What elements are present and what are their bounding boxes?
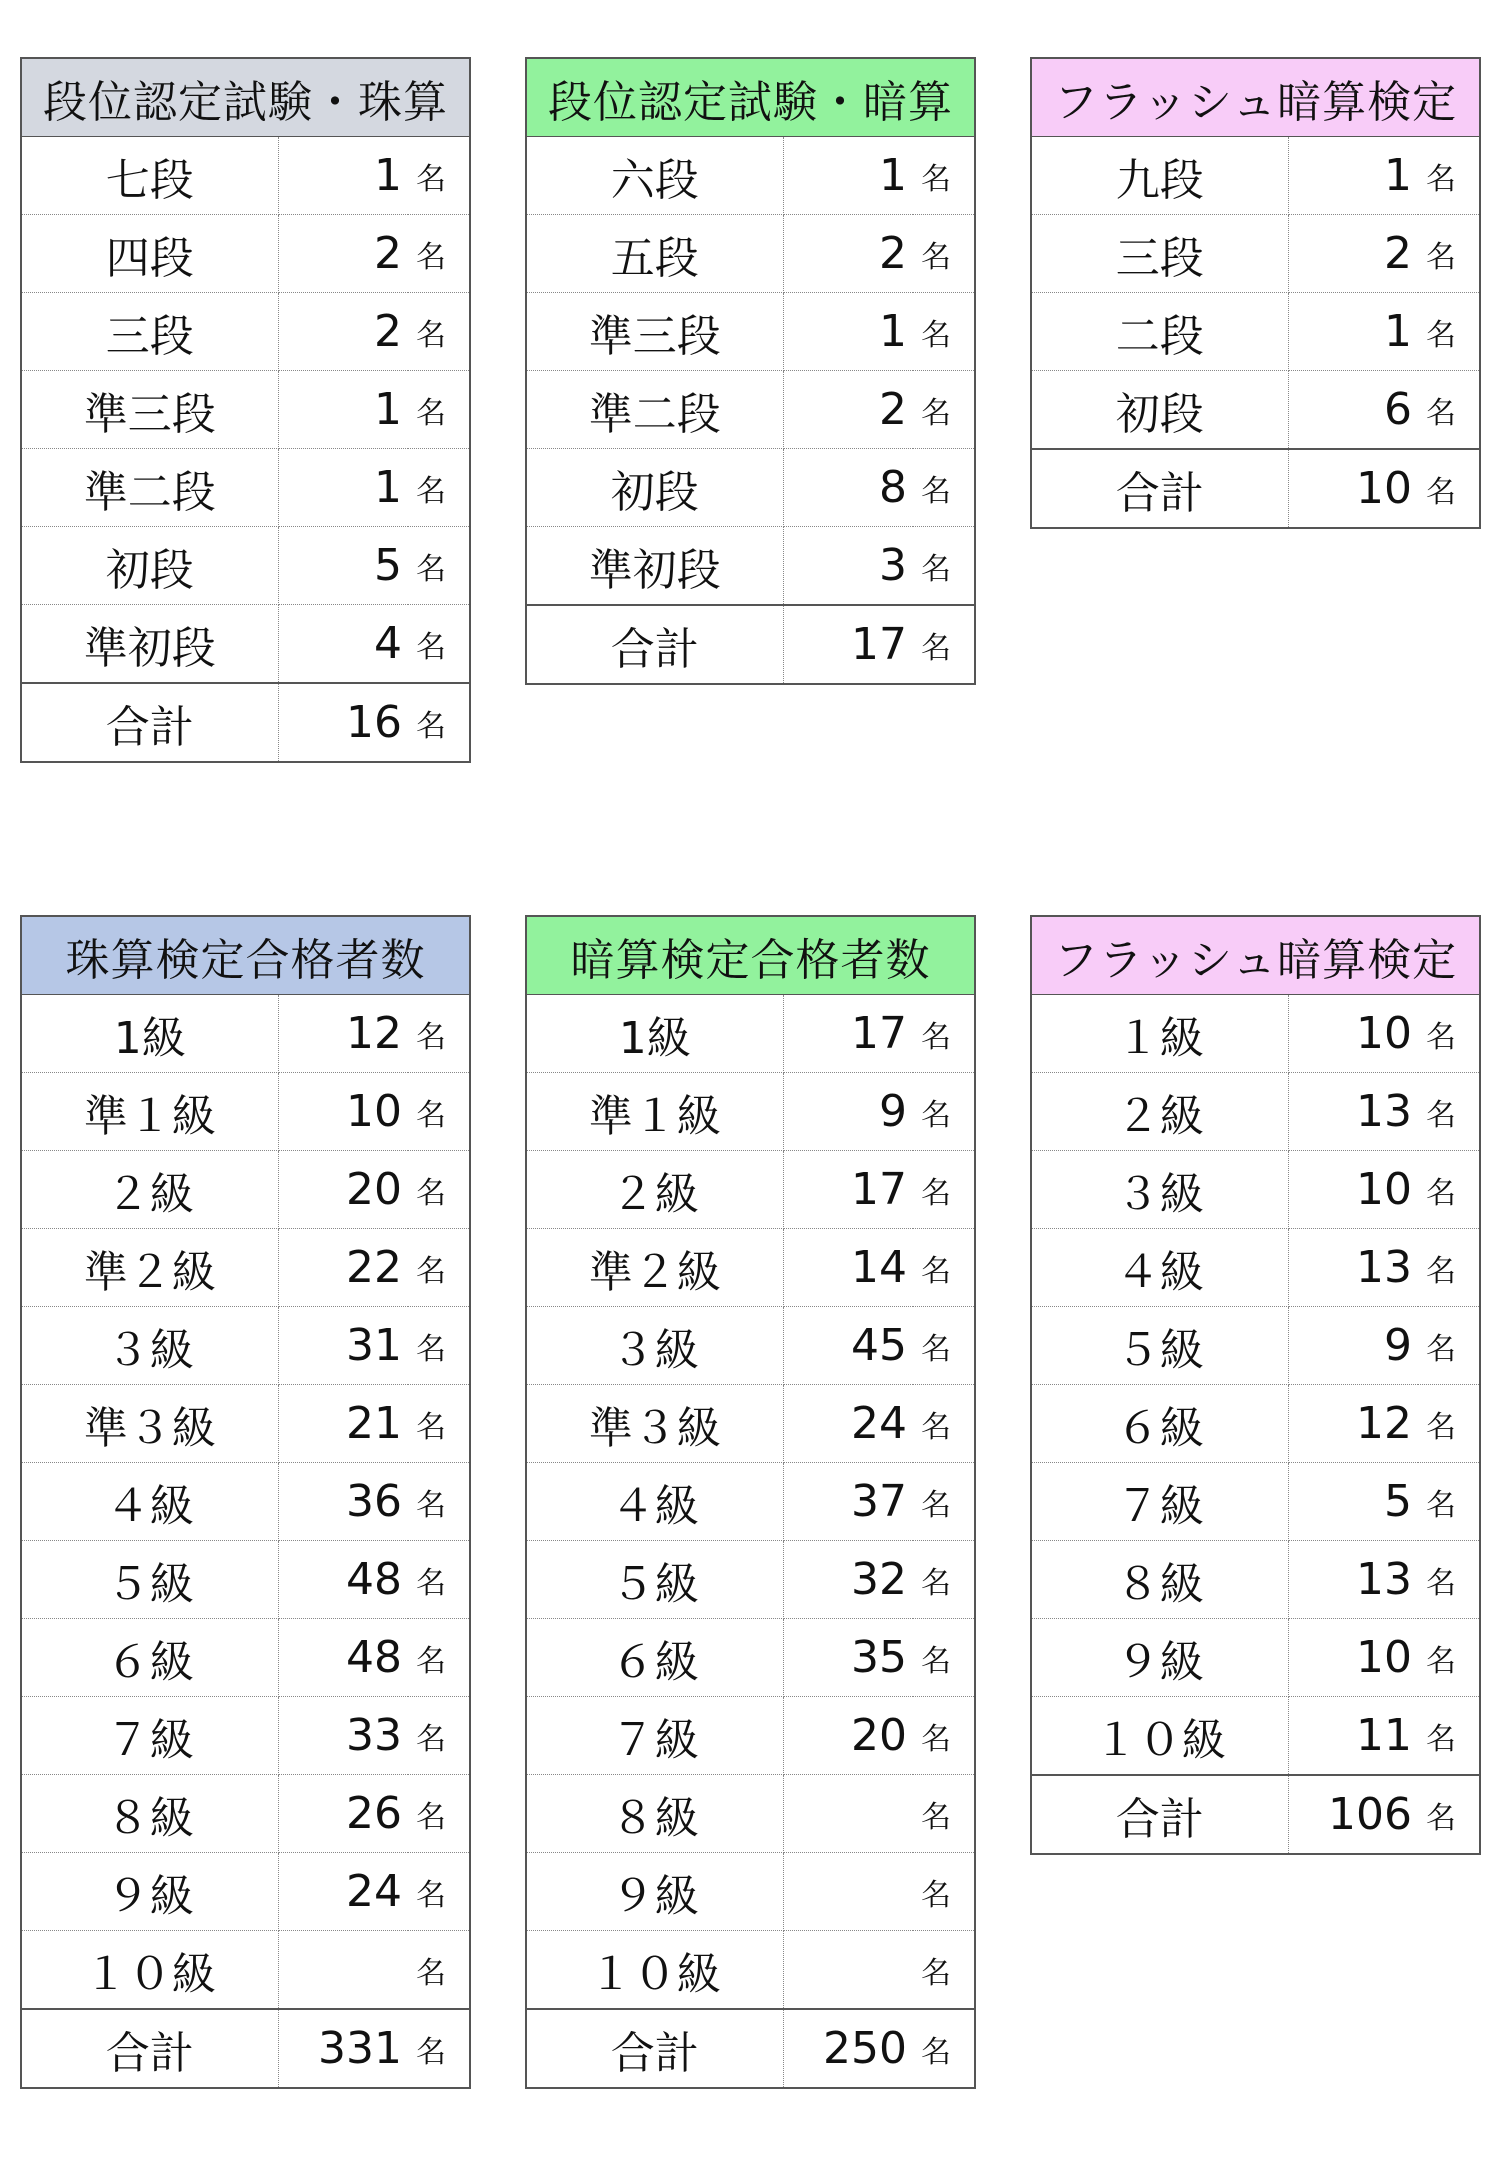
dan-mental-table — [525, 57, 976, 685]
row-label: 準三段 — [21, 371, 278, 449]
row-unit: 名 — [408, 1619, 470, 1697]
table-row — [1031, 1151, 1480, 1229]
row-count — [783, 1853, 913, 1931]
row-count: 37 — [783, 1463, 913, 1541]
table-title: 段位認定試験・珠算 — [21, 58, 470, 137]
row-label: 準１級 — [526, 1073, 783, 1151]
row-unit: 名 — [408, 1853, 470, 1931]
total-label: 合計 — [1031, 1775, 1288, 1854]
total-count: 17 — [783, 605, 913, 684]
row-count: 1 — [783, 137, 913, 215]
row-count: 33 — [278, 1697, 408, 1775]
row-unit: 名 — [1418, 1229, 1480, 1307]
row-label: 準二段 — [526, 371, 783, 449]
row-count: 36 — [278, 1463, 408, 1541]
table-row — [526, 1463, 975, 1541]
row-unit: 名 — [1418, 1307, 1480, 1385]
row-label: ２級 — [21, 1151, 278, 1229]
row-label: 1級 — [21, 995, 278, 1073]
table-row — [21, 1385, 470, 1463]
row-unit: 名 — [1418, 137, 1480, 215]
table-row — [1031, 1697, 1480, 1776]
table-title: フラッシュ暗算検定 — [1031, 58, 1480, 137]
row-label: 六段 — [526, 137, 783, 215]
total-row — [21, 683, 470, 762]
row-unit: 名 — [408, 1385, 470, 1463]
row-label: １０級 — [526, 1931, 783, 2010]
table-row — [526, 527, 975, 606]
row-count: 1 — [783, 293, 913, 371]
table-row — [1031, 995, 1480, 1073]
row-unit: 名 — [1418, 1073, 1480, 1151]
row-label: 九段 — [1031, 137, 1288, 215]
table-row — [526, 293, 975, 371]
table-row — [526, 1229, 975, 1307]
table-row — [21, 1541, 470, 1619]
row-unit: 名 — [408, 995, 470, 1073]
row-unit: 名 — [913, 293, 975, 371]
row-count: 12 — [278, 995, 408, 1073]
row-unit: 名 — [408, 1073, 470, 1151]
table-row — [1031, 371, 1480, 450]
row-count: 2 — [783, 371, 913, 449]
table-row — [526, 1619, 975, 1697]
row-count: 45 — [783, 1307, 913, 1385]
total-row — [526, 2009, 975, 2088]
table-row — [1031, 215, 1480, 293]
row-unit: 名 — [913, 1463, 975, 1541]
table-row — [21, 527, 470, 605]
total-row — [1031, 449, 1480, 528]
table-row — [526, 995, 975, 1073]
row-label: ７級 — [1031, 1463, 1288, 1541]
row-unit: 名 — [408, 1307, 470, 1385]
table-row — [526, 1151, 975, 1229]
total-count: 250 — [783, 2009, 913, 2088]
table-row — [1031, 1307, 1480, 1385]
total-row — [1031, 1775, 1480, 1854]
row-label: ３級 — [21, 1307, 278, 1385]
row-unit: 名 — [1418, 1385, 1480, 1463]
row-unit: 名 — [408, 1151, 470, 1229]
table-title: 珠算検定合格者数 — [21, 916, 470, 995]
row-label: 準１級 — [21, 1073, 278, 1151]
abacus-grade-table — [20, 915, 471, 2089]
row-label: ７級 — [526, 1697, 783, 1775]
total-unit: 名 — [1418, 1775, 1480, 1854]
row-label: 準３級 — [21, 1385, 278, 1463]
row-label: 七段 — [21, 137, 278, 215]
total-label: 合計 — [526, 2009, 783, 2088]
row-count — [278, 1931, 408, 2010]
total-unit: 名 — [408, 2009, 470, 2088]
row-count: 22 — [278, 1229, 408, 1307]
table-title: 暗算検定合格者数 — [526, 916, 975, 995]
table-row — [21, 293, 470, 371]
row-label: ８級 — [21, 1775, 278, 1853]
row-label: 四段 — [21, 215, 278, 293]
row-label: １０級 — [1031, 1697, 1288, 1776]
table-row — [526, 137, 975, 215]
row-label: 三段 — [1031, 215, 1288, 293]
row-unit: 名 — [913, 1073, 975, 1151]
row-count: 48 — [278, 1541, 408, 1619]
row-unit: 名 — [913, 137, 975, 215]
row-label: ７級 — [21, 1697, 278, 1775]
row-count: 2 — [278, 293, 408, 371]
dan-abacus-table — [20, 57, 471, 763]
row-count: 17 — [783, 1151, 913, 1229]
row-label: ４級 — [526, 1463, 783, 1541]
row-label: 二段 — [1031, 293, 1288, 371]
table-row — [1031, 1619, 1480, 1697]
table-row — [526, 449, 975, 527]
row-count: 14 — [783, 1229, 913, 1307]
table-row — [1031, 1541, 1480, 1619]
row-count: 1 — [1288, 137, 1418, 215]
row-unit: 名 — [913, 371, 975, 449]
table-row — [21, 1151, 470, 1229]
table-row — [526, 1385, 975, 1463]
row-unit: 名 — [1418, 995, 1480, 1073]
row-unit: 名 — [408, 1229, 470, 1307]
row-unit: 名 — [1418, 371, 1480, 450]
row-count: 21 — [278, 1385, 408, 1463]
row-unit: 名 — [913, 527, 975, 606]
row-unit: 名 — [1418, 293, 1480, 371]
row-label: ６級 — [1031, 1385, 1288, 1463]
row-unit: 名 — [1418, 1151, 1480, 1229]
row-label: 準３級 — [526, 1385, 783, 1463]
table-row — [1031, 1073, 1480, 1151]
total-label: 合計 — [1031, 449, 1288, 528]
row-count: 10 — [1288, 1151, 1418, 1229]
row-count: 3 — [783, 527, 913, 606]
row-unit: 名 — [408, 605, 470, 684]
table-row — [21, 1463, 470, 1541]
row-unit: 名 — [1418, 1619, 1480, 1697]
row-unit: 名 — [408, 1775, 470, 1853]
table-row — [526, 1307, 975, 1385]
row-label: ９級 — [526, 1853, 783, 1931]
row-label: ４級 — [21, 1463, 278, 1541]
row-count: 11 — [1288, 1697, 1418, 1776]
row-count: 20 — [278, 1151, 408, 1229]
total-unit: 名 — [1418, 449, 1480, 528]
table-row — [21, 1229, 470, 1307]
flash-grade-table — [1030, 915, 1481, 1855]
total-row — [526, 605, 975, 684]
row-unit: 名 — [408, 1931, 470, 2010]
table-row — [21, 1619, 470, 1697]
row-unit: 名 — [408, 371, 470, 449]
table-row — [21, 1073, 470, 1151]
row-count: 2 — [278, 215, 408, 293]
row-count: 35 — [783, 1619, 913, 1697]
row-count: 1 — [1288, 293, 1418, 371]
row-unit: 名 — [408, 1463, 470, 1541]
row-label: ５級 — [526, 1541, 783, 1619]
row-label: 初段 — [526, 449, 783, 527]
row-count: 26 — [278, 1775, 408, 1853]
total-unit: 名 — [913, 605, 975, 684]
row-unit: 名 — [1418, 215, 1480, 293]
total-label: 合計 — [21, 683, 278, 762]
table-row — [21, 1931, 470, 2010]
row-count: 31 — [278, 1307, 408, 1385]
row-count: 1 — [278, 137, 408, 215]
total-unit: 名 — [913, 2009, 975, 2088]
table-row — [1031, 1229, 1480, 1307]
row-unit: 名 — [408, 293, 470, 371]
table-row — [21, 605, 470, 684]
row-unit: 名 — [913, 1541, 975, 1619]
total-label: 合計 — [526, 605, 783, 684]
row-count: 5 — [278, 527, 408, 605]
row-unit: 名 — [913, 1697, 975, 1775]
total-count: 331 — [278, 2009, 408, 2088]
row-count: 10 — [1288, 995, 1418, 1073]
row-label: １０級 — [21, 1931, 278, 2010]
row-label: ６級 — [526, 1619, 783, 1697]
table-row — [526, 1931, 975, 2010]
row-unit: 名 — [408, 215, 470, 293]
table-row — [1031, 1463, 1480, 1541]
row-unit: 名 — [913, 1619, 975, 1697]
row-unit: 名 — [1418, 1541, 1480, 1619]
row-label: ５級 — [21, 1541, 278, 1619]
row-count: 10 — [278, 1073, 408, 1151]
row-unit: 名 — [913, 1931, 975, 2010]
row-count: 9 — [783, 1073, 913, 1151]
row-count: 13 — [1288, 1229, 1418, 1307]
row-unit: 名 — [408, 527, 470, 605]
table-row — [526, 1775, 975, 1853]
row-unit: 名 — [913, 1307, 975, 1385]
total-count: 10 — [1288, 449, 1418, 528]
table-title: 段位認定試験・暗算 — [526, 58, 975, 137]
row-count — [783, 1931, 913, 2010]
row-label: 準２級 — [526, 1229, 783, 1307]
row-count: 8 — [783, 449, 913, 527]
row-count: 10 — [1288, 1619, 1418, 1697]
table-row — [21, 449, 470, 527]
table-row — [526, 371, 975, 449]
total-unit: 名 — [408, 683, 470, 762]
row-count: 1 — [278, 449, 408, 527]
row-label: 準三段 — [526, 293, 783, 371]
row-count: 6 — [1288, 371, 1418, 450]
row-count: 20 — [783, 1697, 913, 1775]
row-unit: 名 — [408, 137, 470, 215]
table-row — [526, 1541, 975, 1619]
row-count: 13 — [1288, 1073, 1418, 1151]
row-label: ３級 — [1031, 1151, 1288, 1229]
row-unit: 名 — [408, 1541, 470, 1619]
row-label: ６級 — [21, 1619, 278, 1697]
total-label: 合計 — [21, 2009, 278, 2088]
total-row — [21, 2009, 470, 2088]
row-unit: 名 — [913, 1151, 975, 1229]
row-label: ２級 — [526, 1151, 783, 1229]
row-count: 24 — [783, 1385, 913, 1463]
row-label: ９級 — [21, 1853, 278, 1931]
table-row — [21, 995, 470, 1073]
table-row — [526, 1073, 975, 1151]
table-row — [21, 1775, 470, 1853]
row-label: ４級 — [1031, 1229, 1288, 1307]
row-unit: 名 — [408, 449, 470, 527]
row-label: 1級 — [526, 995, 783, 1073]
row-count: 2 — [1288, 215, 1418, 293]
row-label: １級 — [1031, 995, 1288, 1073]
row-unit: 名 — [913, 215, 975, 293]
table-row — [21, 215, 470, 293]
row-label: ３級 — [526, 1307, 783, 1385]
row-count: 5 — [1288, 1463, 1418, 1541]
row-count — [783, 1775, 913, 1853]
table-row — [526, 1697, 975, 1775]
row-unit: 名 — [408, 1697, 470, 1775]
row-label: 三段 — [21, 293, 278, 371]
row-unit: 名 — [1418, 1463, 1480, 1541]
row-label: 準初段 — [526, 527, 783, 606]
row-unit: 名 — [913, 1853, 975, 1931]
row-label: 準初段 — [21, 605, 278, 684]
row-label: ９級 — [1031, 1619, 1288, 1697]
total-count: 106 — [1288, 1775, 1418, 1854]
row-count: 32 — [783, 1541, 913, 1619]
flash-dan-table — [1030, 57, 1481, 529]
total-count: 16 — [278, 683, 408, 762]
row-count: 17 — [783, 995, 913, 1073]
row-label: ８級 — [526, 1775, 783, 1853]
table-row — [1031, 293, 1480, 371]
row-count: 4 — [278, 605, 408, 684]
table-row — [526, 1853, 975, 1931]
row-count: 9 — [1288, 1307, 1418, 1385]
row-unit: 名 — [913, 1385, 975, 1463]
table-row — [21, 1307, 470, 1385]
row-count: 12 — [1288, 1385, 1418, 1463]
table-row — [526, 215, 975, 293]
row-unit: 名 — [913, 449, 975, 527]
row-label: 初段 — [21, 527, 278, 605]
row-count: 1 — [278, 371, 408, 449]
row-unit: 名 — [913, 995, 975, 1073]
row-label: ８級 — [1031, 1541, 1288, 1619]
row-label: 準二段 — [21, 449, 278, 527]
table-row — [1031, 1385, 1480, 1463]
row-label: 五段 — [526, 215, 783, 293]
mental-grade-table — [525, 915, 976, 2089]
table-row — [21, 371, 470, 449]
row-label: ５級 — [1031, 1307, 1288, 1385]
row-unit: 名 — [913, 1229, 975, 1307]
row-label: ２級 — [1031, 1073, 1288, 1151]
row-label: 初段 — [1031, 371, 1288, 450]
row-count: 2 — [783, 215, 913, 293]
row-unit: 名 — [913, 1775, 975, 1853]
table-row — [21, 137, 470, 215]
row-count: 48 — [278, 1619, 408, 1697]
row-count: 13 — [1288, 1541, 1418, 1619]
table-row — [21, 1697, 470, 1775]
row-count: 24 — [278, 1853, 408, 1931]
row-unit: 名 — [1418, 1697, 1480, 1776]
table-row — [21, 1853, 470, 1931]
table-row — [1031, 137, 1480, 215]
table-title: フラッシュ暗算検定 — [1031, 916, 1480, 995]
row-label: 準２級 — [21, 1229, 278, 1307]
